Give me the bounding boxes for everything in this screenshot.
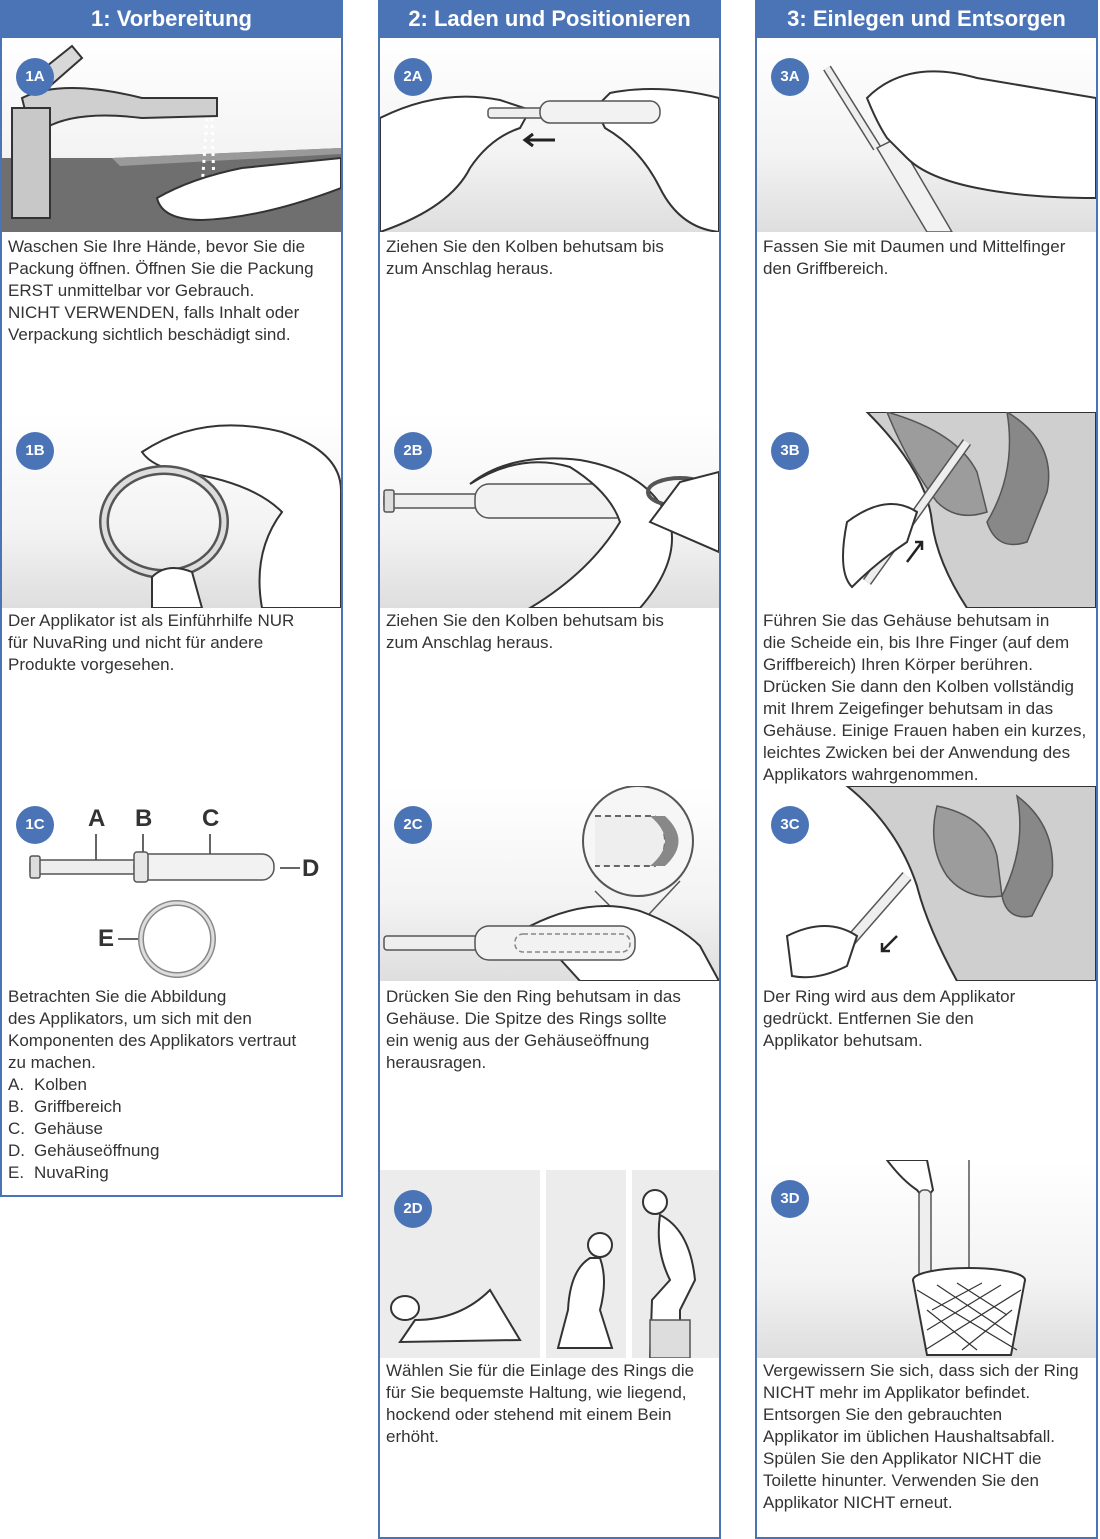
step-text: Der Ring wird aus dem Applikator gedrückt. Entfernen Sie den Applikator behutsam.	[763, 987, 1016, 1050]
diagram-label-a: A	[88, 805, 106, 832]
column-title: 3: Einlegen und Entsorgen	[755, 0, 1098, 38]
column-title: 2: Laden und Positionieren	[378, 0, 721, 38]
illustration-ring-in-hand	[2, 412, 341, 608]
illustration-insert-applicator	[757, 412, 1096, 608]
illustration-applicator-parts	[2, 786, 341, 981]
list-item: D. Gehäuseöffnung	[8, 1141, 160, 1160]
diagram-label-e: E	[98, 925, 115, 952]
illustration-load-ring	[380, 412, 719, 608]
step-badge: 1A	[16, 58, 54, 96]
step-badge: 3A	[771, 58, 809, 96]
step-badge: 3B	[771, 432, 809, 470]
step-text: Führen Sie das Gehäuse behutsam in die Scheide ein, bis Ihre Finger (auf dem Griffbereich) Ihren Körper berühren. Drücken Sie dann den Kolben vollständig mit Ihrem Zeigefinger behutsam in das Gehäuse. Einige Frauen haben ein kurzes, leichtes Zwicken bei der Anwendung des Applikators wahrgenommen.	[763, 611, 1087, 784]
diagram-label-d: D	[302, 855, 320, 882]
step-text: Wählen Sie für die Einlage des Rings die für Sie bequemste Haltung, wie liegend, hockend oder stehend mit einem Bein erhöht.	[386, 1361, 695, 1446]
illustration-dispose	[757, 1160, 1096, 1358]
step-text: Vergewissern Sie sich, dass sich der Ring NICHT mehr im Applikator befindet. Entsorgen Sie den gebrauchten Applikator im üblichen Haushaltsabfall. Spülen Sie den Applikator NICHT die Toilette hinunter. Verwenden Sie den Applikator NICHT erneut.	[763, 1361, 1079, 1512]
parts-list	[8, 1074, 335, 1184]
step-text: Waschen Sie Ihre Hände, bevor Sie die Packung öffnen. Öffnen Sie die Packung ERST unmittelbar vor Gebrauch. NICHT VERWENDEN, falls Inhalt oder Verpackung sichtlich beschädigt sind.	[8, 237, 314, 344]
step-badge: 2B	[394, 432, 432, 470]
illustration-remove-applicator	[757, 786, 1096, 981]
step-text: Betrachten Sie die Abbildung des Applikators, um sich mit den Komponenten des Applikators vertraut zu machen. A. Kolben B. Griffbereich C. Gehäuse D. Gehäuseöffnung E. NuvaRing	[8, 986, 335, 1184]
list-item: A. Kolben	[8, 1075, 87, 1094]
diagram-label-c: C	[202, 805, 220, 832]
list-item: B. Griffbereich	[8, 1097, 122, 1116]
column-einlegen-und-entsorgen	[755, 0, 1098, 1539]
column-title: 1: Vorbereitung	[0, 0, 343, 38]
column-vorbereitung	[0, 0, 343, 1197]
step-badge: 3C	[771, 806, 809, 844]
illustration-positions	[380, 1170, 719, 1358]
step-text: Der Applikator ist als Einführhilfe NUR für NuvaRing und nicht für andere Produkte vorgesehen.	[8, 611, 295, 674]
diagram-label-b: B	[135, 805, 153, 832]
step-badge: 1C	[16, 806, 54, 844]
illustration-grip-applicator	[757, 38, 1096, 232]
column-laden-und-positionieren	[378, 0, 721, 1539]
step-badge: 2D	[394, 1190, 432, 1228]
list-item: C. Gehäuse	[8, 1119, 103, 1138]
illustration-hand-washing	[2, 38, 341, 232]
step-text: Fassen Sie mit Daumen und Mittelfinger den Griffbereich.	[763, 237, 1066, 278]
step-badge: 2C	[394, 806, 432, 844]
illustration-ring-in-housing	[380, 786, 719, 981]
step-text: Drücken Sie den Ring behutsam in das Gehäuse. Die Spitze des Rings sollte ein wenig aus der Gehäuseöffnung herausragen.	[386, 987, 681, 1072]
step-text: Ziehen Sie den Kolben behutsam bis zum Anschlag heraus.	[386, 611, 664, 652]
list-item: E. NuvaRing	[8, 1163, 109, 1182]
step-badge: 1B	[16, 432, 54, 470]
step-badge: 2A	[394, 58, 432, 96]
step-badge: 3D	[771, 1180, 809, 1218]
illustration-pull-plunger	[380, 38, 719, 232]
step-text: Ziehen Sie den Kolben behutsam bis zum Anschlag heraus.	[386, 237, 664, 278]
